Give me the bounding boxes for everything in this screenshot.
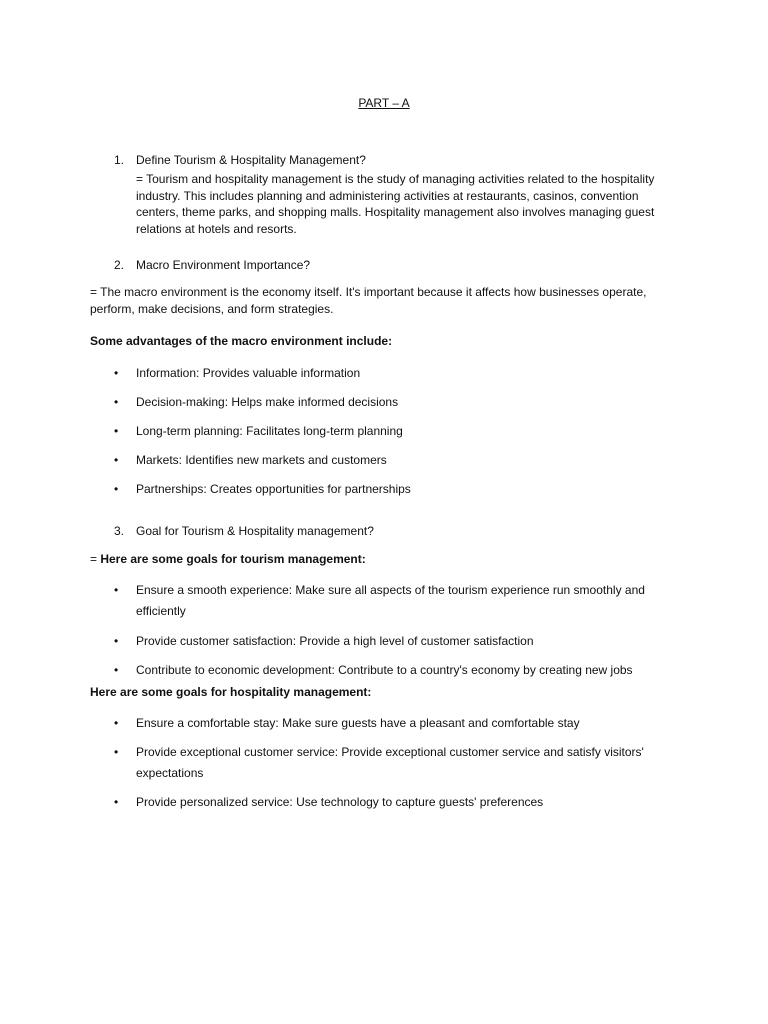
hospitality-goals-heading: Here are some goals for hospitality management:: [90, 685, 372, 699]
list-item: • Partnerships: Creates opportunities for partnerships: [136, 479, 681, 500]
list-item: • Decision-making: Helps make informed decisions: [136, 392, 681, 413]
list-item: • Markets: Identifies new markets and customers: [136, 450, 681, 471]
tourism-heading-text: Here are some goals for tourism management:: [100, 552, 366, 566]
page-title: PART – A: [358, 96, 410, 110]
question-3-number: 3.: [113, 524, 124, 538]
answer-2-text: = The macro environment is the economy itself. It's important because it affects how businesses operate, perform, make decisions, and form strategies.: [90, 285, 647, 316]
question-3-text: Goal for Tourism & Hospitality management?: [136, 524, 374, 538]
tourism-goals-heading: [90, 551, 690, 568]
question-2-number: 2.: [113, 258, 124, 272]
list-item: • Ensure a smooth experience: Make sure all aspects of the tourism experience run smoothly and efficiently: [136, 580, 681, 622]
list-item: • Provide exceptional customer service: Provide exceptional customer service and satisfy visitors' expectations: [136, 742, 681, 784]
list-item: • Provide customer satisfaction: Provide a high level of customer satisfaction: [136, 631, 681, 652]
advantages-heading: Some advantages of the macro environment include:: [90, 334, 393, 348]
question-1-number: 1.: [113, 153, 124, 167]
answer-1-text: = Tourism and hospitality management is the study of managing activities related to the hospitality industry. This includes planning and administering activities at restaurants, casinos, convention centers, theme parks, and shopping malls. Hospitality management also involves managing guest relations at hotels and resorts.: [136, 172, 655, 236]
list-item: • Long-term planning: Facilitates long-term planning: [136, 421, 681, 442]
list-item: • Ensure a comfortable stay: Make sure guests have a pleasant and comfortable stay: [136, 713, 681, 734]
answer-prefix: =: [90, 552, 101, 566]
list-item: • Provide personalized service: Use technology to capture guests' preferences: [136, 792, 681, 813]
list-item: • Contribute to economic development: Contribute to a country's economy by creating new jobs: [136, 660, 681, 681]
question-1-text: Define Tourism & Hospitality Management?: [136, 153, 366, 167]
question-2-text: Macro Environment Importance?: [136, 258, 311, 272]
list-item: • Information: Provides valuable information: [136, 363, 681, 384]
